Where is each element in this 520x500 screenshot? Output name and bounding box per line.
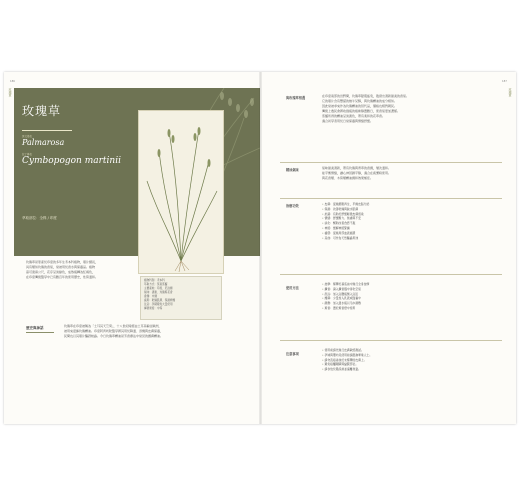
bullet-item: • 抗菌：有助於舒緩輕微皮膚感染 bbox=[322, 212, 369, 217]
bullet-item: • 泡浴：加入浴鹽後倒入浴缸 bbox=[322, 292, 369, 297]
common-name: Palmarosa bbox=[22, 138, 65, 147]
section-bullet-list bbox=[322, 348, 372, 372]
bullet-item: • 避免接觸眼睛與黏膜部位。 bbox=[322, 362, 372, 367]
section-label: 與玫瑰草相遇 bbox=[286, 96, 306, 100]
title-rule bbox=[22, 130, 72, 131]
origin-note: 萃取部位：全株 / 印度 bbox=[22, 216, 57, 220]
latin-name: Cymbopogon martinii bbox=[22, 156, 121, 166]
bullet-item: • 消化：幫助改善食慾不振 bbox=[322, 221, 369, 226]
right-side-tab: 玫瑰草 bbox=[508, 88, 512, 97]
bullet-item: • 神經：緩解神經緊繃 bbox=[322, 226, 369, 231]
section-divider bbox=[280, 274, 502, 275]
common-name-label: 英文俗名 bbox=[22, 135, 33, 138]
section-label: 注意事項 bbox=[286, 352, 299, 356]
history-line: 民間也以其葉片驅趕蚊蟲。今日玫瑰草精油是芳香療法中常見的護膚精油。 bbox=[64, 334, 164, 338]
section-paragraph bbox=[322, 166, 502, 182]
bullet-item: • 按摩：稀釋於基底油中進行全身按摩 bbox=[322, 282, 369, 287]
history-line: 被用來混摻玫瑰精油。印度阿育吠陀醫學將其用於降溫、退燒與皮膚保養， bbox=[64, 329, 164, 333]
section-bullet-list bbox=[322, 202, 369, 240]
section-line: 適合初學者用於日常保養與情緒舒緩。 bbox=[322, 119, 374, 123]
bullet-item: • 濕敷：加入溫水後以毛巾濕敷 bbox=[322, 301, 369, 306]
section-line: 在印度南部的田野間，玫瑰草隨風搖曳，散發出清新甜美的香氣。 bbox=[322, 94, 410, 98]
plant-info-box bbox=[140, 276, 222, 320]
bullet-item: • 皮膚：促進細胞再生，平衡皮脂分泌 bbox=[322, 202, 369, 207]
right-page-number: 187 bbox=[502, 80, 507, 83]
section-line: 傳統上農民會將收割後的植株靜置數日，使香氣更加濃郁。 bbox=[322, 109, 401, 113]
bullet-item: • 孕婦與嬰幼兒使用前請諮詢專業人士。 bbox=[322, 353, 372, 358]
left-page-number: 186 bbox=[10, 80, 15, 83]
info-line: 揮發速度：中等 bbox=[144, 307, 163, 310]
left-side-tab: 玫瑰草 bbox=[8, 88, 12, 97]
info-line: 注意：孕期避免大量使用 bbox=[144, 303, 173, 306]
history-paragraph bbox=[64, 324, 250, 344]
section-line: 因此常被拿來作為玫瑰精油的替代品，價格也相對親民。 bbox=[322, 104, 398, 108]
botanical-drawing bbox=[139, 111, 223, 273]
intro-line: 高可達兩公尺，花序呈淡綠色，成熟後轉為紅褐色， bbox=[26, 270, 96, 274]
history-label-rule bbox=[26, 332, 54, 333]
section-bullet-list bbox=[322, 282, 369, 311]
section-line: 它的葉片含有豐富的牻牛兒醇，與玫瑰精油的成分相似。 bbox=[322, 99, 398, 103]
history-line: 玫瑰草在印度被稱為「土耳其天竺葵」，十八世紀時經由土耳其輸往歐洲， bbox=[64, 324, 162, 328]
plant-title: 玫瑰草 bbox=[22, 104, 62, 118]
info-line: 氣味：清甜、玫瑰般花香 bbox=[144, 291, 173, 294]
bullet-item: • 請勿直接塗抹於未稀釋的皮膚上。 bbox=[322, 358, 372, 363]
intro-line: 在印度傳統醫學中已有數百年的使用歷史，性質溫和。 bbox=[26, 275, 99, 279]
section-line: 氣味甜美清新，帶有玫瑰與青草的香調，層次溫和。 bbox=[322, 166, 392, 170]
section-line: 與花香類、木質類精油調和效果極佳。 bbox=[322, 176, 374, 180]
book-spread bbox=[4, 72, 516, 424]
info-line: 適用：乾燥肌膚、保濕修護 bbox=[144, 299, 176, 302]
intro-line: 玫瑰草是原產於印度的多年生禾本科植物，葉片細長， bbox=[26, 260, 99, 264]
intro-paragraph bbox=[26, 260, 134, 300]
section-paragraph bbox=[322, 94, 502, 126]
section-label: 精油氣味 bbox=[286, 168, 299, 172]
section-line: 能平衡情緒，讓心神回歸平靜，適合在疲憊時使用。 bbox=[322, 171, 392, 175]
section-divider bbox=[280, 198, 502, 199]
section-divider bbox=[280, 340, 502, 341]
latin-name-label: 拉丁學名 bbox=[22, 153, 33, 156]
bullet-item: • 其他：可作為天然驅蟲用途 bbox=[322, 236, 369, 241]
intro-line: 具有類似玫瑰的香氣，常被用於香水與保養品。植物 bbox=[26, 265, 96, 269]
info-line: 萃取方式：蒸氣蒸餾 bbox=[144, 283, 168, 286]
info-line: 植物科別：禾本科 bbox=[144, 279, 165, 282]
info-line: 主要產地：印度、尼泊爾 bbox=[144, 287, 173, 290]
botanical-illustration-card bbox=[138, 110, 224, 274]
bullet-item: • 保濕：改善乾燥與缺水肌膚 bbox=[322, 207, 369, 212]
section-divider bbox=[280, 162, 502, 163]
bullet-item: • 循環：促進局部血液循環 bbox=[322, 231, 369, 236]
section-label: 治療功效 bbox=[286, 204, 299, 208]
bullet-item: • 擴香：滴入擴香儀中淨化空氣 bbox=[322, 287, 369, 292]
section-line: 蒸餾所得的精油呈淡黃色，帶有柔和的花草香。 bbox=[322, 114, 386, 118]
history-label: 歷史與神話 bbox=[26, 326, 44, 330]
info-line: 香調：中調 bbox=[144, 295, 157, 298]
bullet-item: • 使用前請先進行皮膚敏感測試。 bbox=[322, 348, 372, 353]
section-label: 使用方法 bbox=[286, 286, 299, 290]
bullet-item: • 護膚：少量加入乳液或面霜中 bbox=[322, 296, 369, 301]
bullet-item: • 請存放於陰涼處並遠離孩童。 bbox=[322, 367, 372, 372]
bullet-item: • 薰香：置於薰香燈中使用 bbox=[322, 306, 369, 311]
bullet-item: • 情緒：舒緩壓力、焦慮與不安 bbox=[322, 216, 369, 221]
